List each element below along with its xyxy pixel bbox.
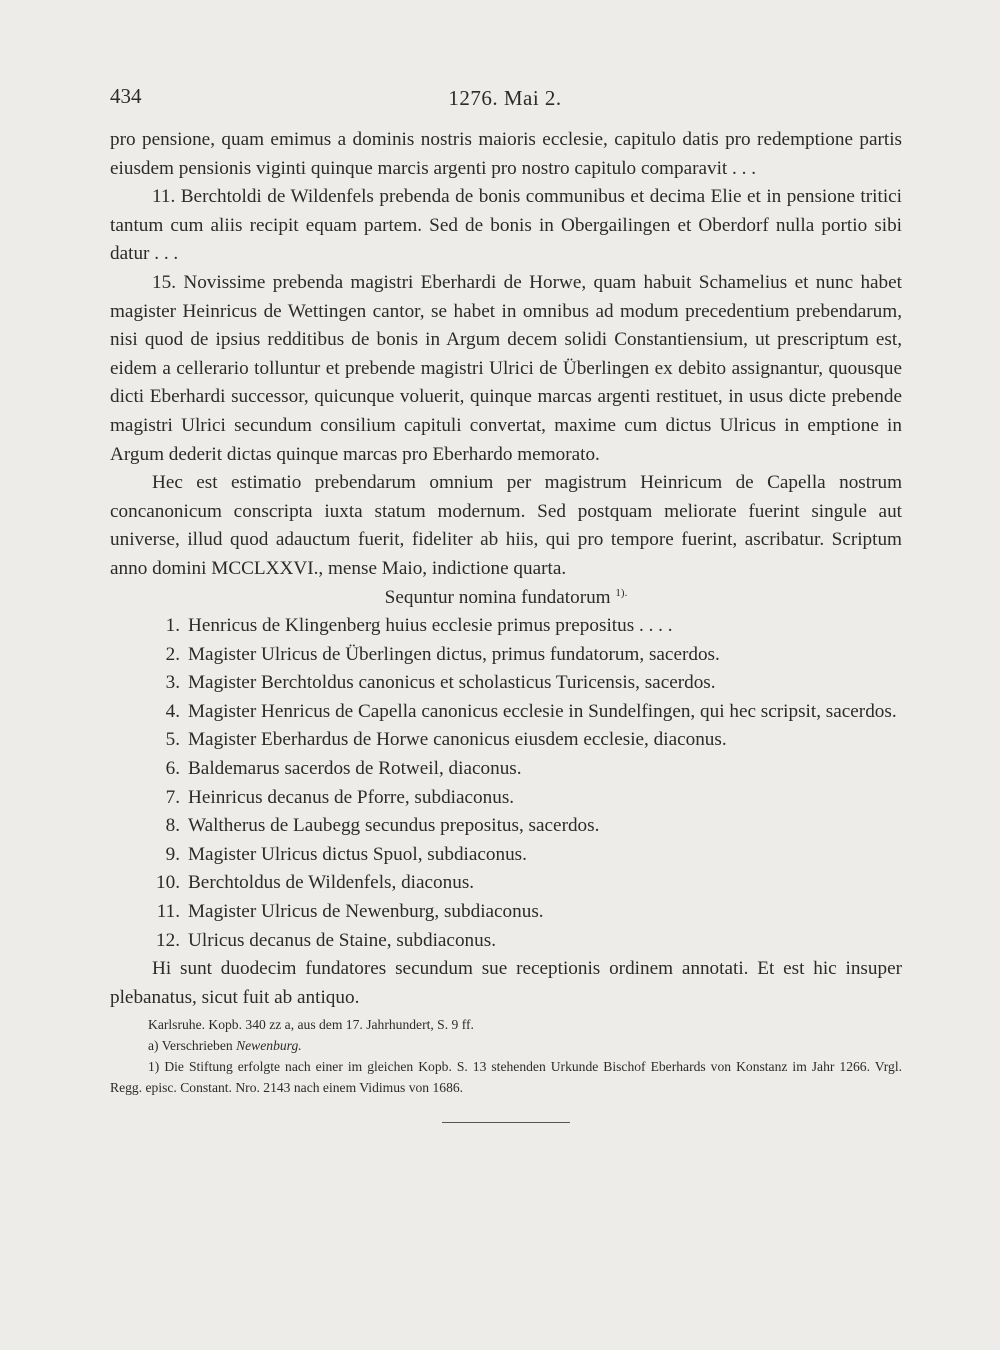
list-item [110,869,902,898]
founders-heading-text: Sequntur nomina fundatorum [384,586,611,608]
paragraph-closing: Hi sunt duodecim fundatores secundum sue receptionis ordinem annotati. Et est hic insuper plebanatus, sicut fuit ab antiquo. [110,958,902,1008]
list-item-number: 1. [165,615,180,637]
source-note: Karlsruhe. Kopb. 340 zz a, aus dem 17. Jahrhundert, S. 9 ff. [148,1017,474,1033]
note-a-word: Newenburg. [236,1038,302,1054]
paragraph-estimatio: Hec est estimatio prebendarum omnium per magistrum Heinricum de Capella nostrum concanonicum conscripta iuxta statum modernum. Sed postquam meliorate fuerint singule aut universe, illud quod adauctum fuerit, fideliter ab hiis, qui pro tempore fuerint, ascribatur. Scriptum anno domini MCCLXXVI., mense Maio, indictione quarta. [110,472,902,579]
list-item-number: 9. [165,843,180,865]
list-item-number: 5. [165,729,180,751]
running-head: 1276. Mai 2. [448,86,562,110]
list-item [110,698,902,727]
founders-heading [110,584,902,613]
list-item-text: Heinricus decanus de Pforre, subdiaconus. [188,786,515,808]
list-item [110,669,902,698]
main-text [110,126,902,1123]
closing-rule [442,1122,570,1123]
footnote-ref: 1). [615,586,628,599]
page-header [110,84,900,114]
list-item-text: Waltherus de Laubegg secundus prepositus, sacerdos. [188,815,600,837]
note-a [110,1035,902,1056]
list-item-text: Berchtoldus de Wildenfels, diaconus. [188,872,475,894]
list-item-text: Magister Eberhardus de Horwe canonicus eiusdem ecclesie, diaconus. [188,729,727,751]
paragraph-item-11: 11. Berchtoldi de Wildenfels prebenda de bonis communibus et decima Elie et in pensione tritici tantum cum aliis recipit equam partem. Sed de bonis in Obergailingen et Oberdorf nulla portio sibi datur . . . [110,186,902,265]
list-item-text: Baldemarus sacerdos de Rotweil, diaconus. [188,758,522,780]
list-item-text: Magister Berchtoldus canonicus et scholasticus Turicensis, sacerdos. [188,672,716,694]
list-item-number: 11. [156,901,180,923]
list-item-text: Magister Henricus de Capella canonicus ecclesie in Sundelfingen, qui hec scripsit, sacerdos. [188,700,897,722]
list-item [110,726,902,755]
note-a-prefix: a) Verschrieben [148,1038,233,1054]
list-item-text: Magister Ulricus de Überlingen dictus, primus fundatorum, sacerdos. [188,643,720,665]
list-item [110,612,902,641]
list-item [110,784,902,813]
list-item-number: 8. [165,815,180,837]
list-item [110,755,902,784]
notes-section [110,1014,902,1098]
founders-list [110,612,902,955]
paragraph-item-15: 15. Novissime prebenda magistri Eberhardi de Horwe, quam habuit Schamelius et nunc habet magister Heinricus de Wettingen cantor, se habet in omnibus ad modum precedentium prebendarum, nisi quod de ipsius redditibus de bonis in Argum decem solidi Constantiensium, ut prescriptum est, eidem a cellerario tolluntur et prebende magistri Ulrici de Überlingen ex debito assignantur, quousque dicti Eberhardi successor, quicunque voluerit, quinque marcas argenti restituet, in usus dicte prebende magistri Ulrici secundum consilium capituli convertat, maxime cum dictus Ulricus in emptione in Argum dederit dictas quinque marcas pro Eberhardo memorato. [110,271,902,465]
list-item-number: 7. [165,786,180,808]
paragraph-continuation: pro pensione, quam emimus a dominis nostris maioris ecclesie, capitulo datis pro redemptione partis eiusdem pensionis viginti quinque marcis argenti pro nostro capitulo comparavit . . . [110,129,902,179]
list-item-text: Ulricus decanus de Staine, subdiaconus. [188,929,496,951]
list-item-text: Magister Ulricus dictus Spuol, subdiaconus. [188,843,527,865]
list-item-number: 2. [165,643,180,665]
list-item-number: 3. [165,672,180,694]
footnote-1: 1) Die Stiftung erfolgte nach einer im gleichen Kopb. S. 13 stehenden Urkunde Bischof Eberhards von Konstanz im Jahr 1266. Vrgl. Regg. episc. Constant. Nro. 2143 nach einem Vidimus von 1686. [110,1059,902,1096]
list-item [110,927,902,956]
list-item [110,812,902,841]
list-item-number: 12. [156,929,180,951]
page-number: 434 [110,84,142,108]
list-item-text: Henricus de Klingenberg huius ecclesie primus prepositus . . . . [188,615,673,637]
list-item [110,641,902,670]
list-item-number: 6. [165,758,180,780]
list-item-number: 4. [165,700,180,722]
list-item-text: Magister Ulricus de Newenburg, subdiaconus. [188,901,544,923]
list-item [110,898,902,927]
list-item [110,841,902,870]
list-item-number: 10. [156,872,180,894]
